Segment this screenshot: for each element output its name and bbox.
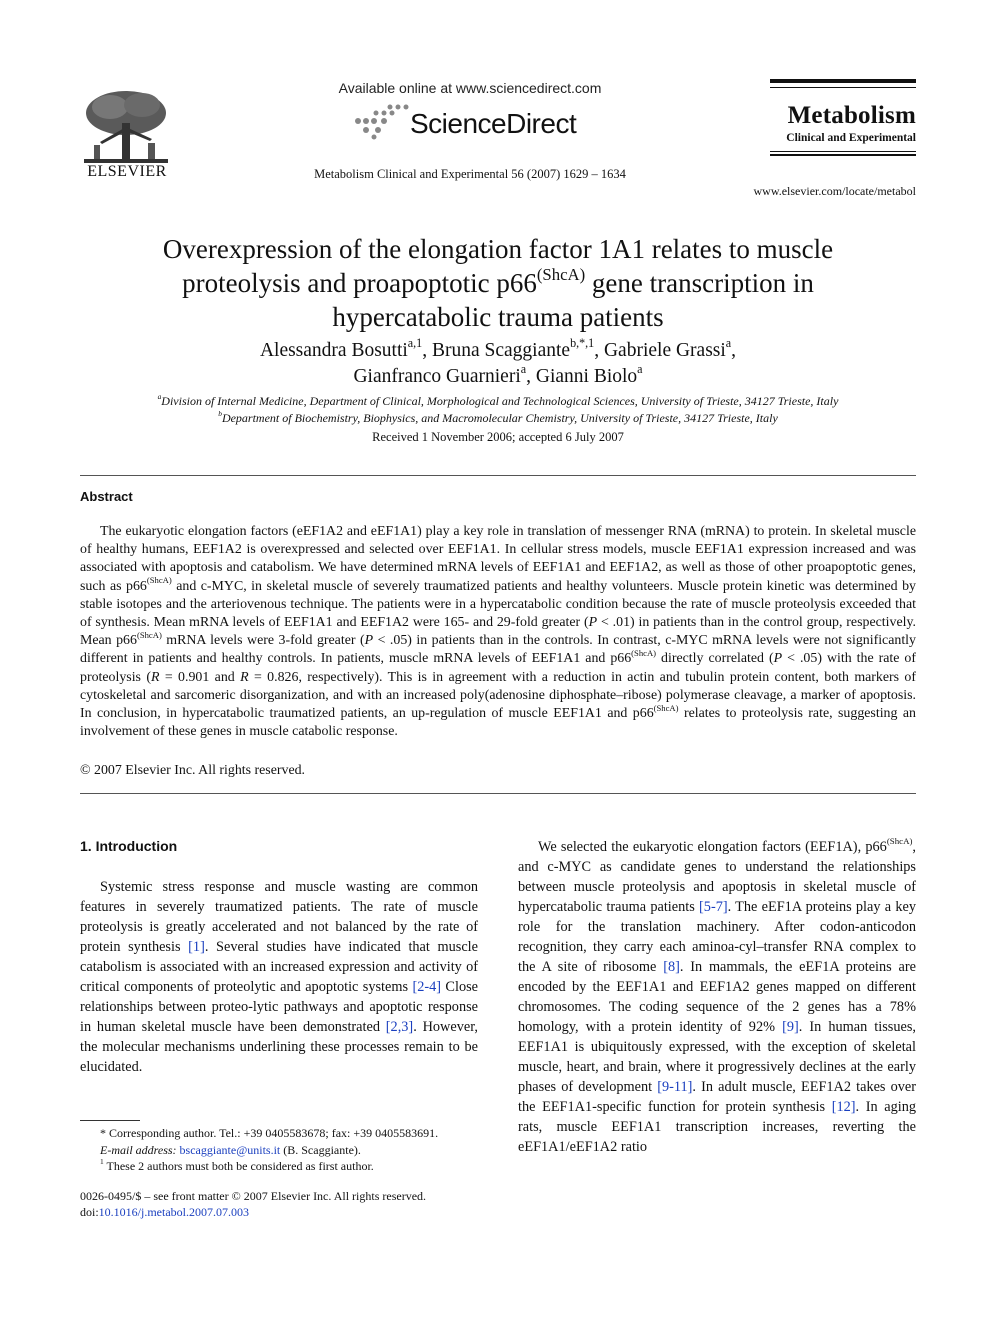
author-name: Gianni Biolo [535, 366, 638, 387]
footnote-first-author: $^1$ These 2 authors must both be considered as first author. [100, 1157, 374, 1173]
reference-link[interactable]: [2,3] [385, 1019, 414, 1035]
affiliations [80, 393, 916, 427]
author-name: Bruna Scaggiante [431, 340, 571, 361]
publisher-name: ELSEVIER [87, 163, 167, 180]
footnote-corresponding-author: * Corresponding author. Tel.: +39 0405583678; fax: +39 0405583691. [100, 1126, 439, 1140]
footnote-rule [80, 1120, 140, 1121]
affiliation-b: $^b$Department of Biochemistry, Biophysics, and Macromolecular Chemistry, University of Trieste, 34127 Trieste, Italy [218, 409, 778, 425]
reference-link[interactable]: [9-11] [657, 1079, 693, 1095]
journal-rule-top [770, 79, 916, 83]
divider [80, 475, 916, 476]
reference-link[interactable]: [2-4] [412, 979, 442, 995]
affiliation-a: $^a$Division of Internal Medicine, Department of Clinical, Morphological and Technological Sciences, University of Trieste, 34127 Trieste, Italy [157, 392, 839, 408]
reference-link[interactable]: [12] [831, 1099, 856, 1115]
footnote-email: E-mail address: bscaggiante@units.it (B. Scaggiante). [100, 1143, 361, 1157]
article-title [80, 232, 916, 334]
author-name: Gianfranco Guarnieri [353, 366, 521, 387]
title-line-3: hypercatabolic trauma patients [332, 302, 664, 332]
reference-link[interactable]: [1] [188, 939, 205, 955]
doi-link[interactable]: 10.1016/j.metabol.2007.07.003 [98, 1205, 249, 1219]
available-online-text[interactable]: Available online at www.sciencedirect.com [338, 80, 602, 96]
journal-rule-bottom-thin [770, 151, 916, 152]
reference-link[interactable]: [8] [663, 959, 680, 975]
author-name: Gabriele Grassi [603, 340, 726, 361]
journal-url[interactable]: www.elsevier.com/locate/metabol [753, 184, 916, 198]
email-link[interactable]: bscaggiante@units.it [179, 1143, 281, 1157]
journal-citation: Metabolism Clinical and Experimental 56 (2007) 1629 – 1634 [314, 167, 626, 181]
received-dates: Received 1 November 2006; accepted 6 July 2007 [372, 430, 624, 444]
front-matter-notice: 0026-0495/$ – see front matter © 2007 Elsevier Inc. All rights reserved. [80, 1189, 427, 1203]
journal-rule-top-thin [770, 87, 916, 88]
reference-link[interactable]: [5-7] [699, 899, 728, 915]
author-list: Alessandra Bosutti$^{a,1}$, Bruna Scaggiante$^{b,*,1}$, Gabriele Grassi$^a$, Gianfranco Guarnieri$^a$, Gianni Biolo$^a$ [259, 336, 737, 387]
journal-subtitle: Clinical and Experimental [786, 132, 916, 144]
author-name: Alessandra Bosutti [259, 340, 408, 361]
intro-paragraph-2: We selected the eukaryotic elongation factors (EEF1A), $p66^{(ShcA)}$, and c-MYC as candidate genes to understand the relationships between muscle proteolysis and apoptosis in skeletal muscle of hypercatabolic trauma patients [5-7]. The eEF1A proteins play a key role for the translation machinery. After codon-anticodon recognition, they carry each aminoa-cyl–transfer RNA complex to the A site of ribosome [8]. In mammals, the eEF1A proteins are encoded by the EEF1A1 and EEF1A2 genes mapped on different chromosomes. The coding sequence of the 2 genes has a 78% homology, with a protein identity of 92% [9]. In human tissues, EEF1A1 is ubiquitously expressed, with the exception of skeletal muscle, heart, and brain, where it progressively declines at the early phases of development [9-11]. In adult muscle, EEF1A2 takes over the EEF1A1-specific function for protein synthesis [12]. In aging rats, muscle EEF1A1 transcription increases, reverting the eEF1A1/eEF1A2 ratio [518, 836, 917, 1155]
sciencedirect-wordmark: ScienceDirect [410, 108, 577, 139]
section-heading-introduction: 1. Introduction [80, 838, 178, 854]
reference-link[interactable]: [9] [782, 1019, 799, 1035]
intro-paragraph-1: Systemic stress response and muscle wasting are common features in severely traumatized patients. The rate of muscle proteolysis is greatly accelerated and not balanced by the rate of protein synthesis [1]. Several studies have indicated that muscle catabolism is associated with an increased expression and activity of critical components of proteolytic and apoptotic systems [2-4] Close relationships between proteo-lytic pathways and apoptotic response in human skeletal muscle have been demonstrated [2,3]. However, the molecular mechanisms underlining these processes remain to be elucidated. [80, 879, 478, 1075]
divider [80, 793, 916, 794]
title-line-1: Overexpression of the elongation factor 1A1 relates to muscle [162, 234, 834, 264]
journal-title: Metabolism [787, 102, 916, 129]
abstract-heading: Abstract [80, 489, 133, 504]
abstract-copyright: © 2007 Elsevier Inc. All rights reserved. [80, 763, 306, 778]
doi: doi:10.1016/j.metabol.2007.07.003 [80, 1205, 249, 1219]
sciencedirect-dots-icon [352, 104, 414, 140]
title-line-2: proteolysis and proapoptotic $p66^{(ShcA)}$ gene transcription in [182, 265, 814, 298]
abstract-body: The eukaryotic elongation factors (eEF1A2 and eEF1A1) play a key role in translation of messenger RNA (mRNA) to protein. In skeletal muscle of healthy humans, EEF1A2 is overexpressed and selected over EEF1A1. In cellular stress models, muscle EEF1A1 expression increased and was associated with apoptosis and catabolism. We have determined mRNA levels of EEF1A1 and EEF1A2, as well as those of other proapoptotic genes, such as $p66^{(ShcA)}$ and c-MYC, in skeletal muscle of severely traumatized patients and healthy volunteers. Muscle protein kinetic was determined by stable isotopes and the arteriovenous technique. The patients were in a hypercatabolic condition because the rate of muscle proteolysis exceeded that of synthesis. Mean mRNA levels of EEF1A1 and EEF1A2 were 165- and 29-fold greater (P < .01) in patients than in the control group, respectively. Mean $p66^{(ShcA)}$ mRNA levels were 3-fold greater (P < .05) in patients than in the controls. In contrast, c-MYC mRNA levels were not significantly different in patients and healthy controls. In patients, muscle mRNA levels of EEF1A1 and $p66^{(ShcA)}$ directly correlated (P < .05) with the rate of proteolysis (R = 0.901 and R = 0.826, respectively). This is in agreement with a reduction in actin and tubulin protein content, both markers of cytoskeletal and sarcomeric disorganization, and with an increased poly(adenosine diphosphate–ribose) polymerase cleavage, a marker of apoptosis. In conclusion, in hypercatabolic traumatized patients, an up-regulation of muscle EEF1A1 and $p66^{(ShcA)}$ relates to proteolysis rate, suggesting an involvement of these genes in muscle catabolic response. [80, 524, 917, 740]
journal-rule-bottom [770, 154, 916, 156]
